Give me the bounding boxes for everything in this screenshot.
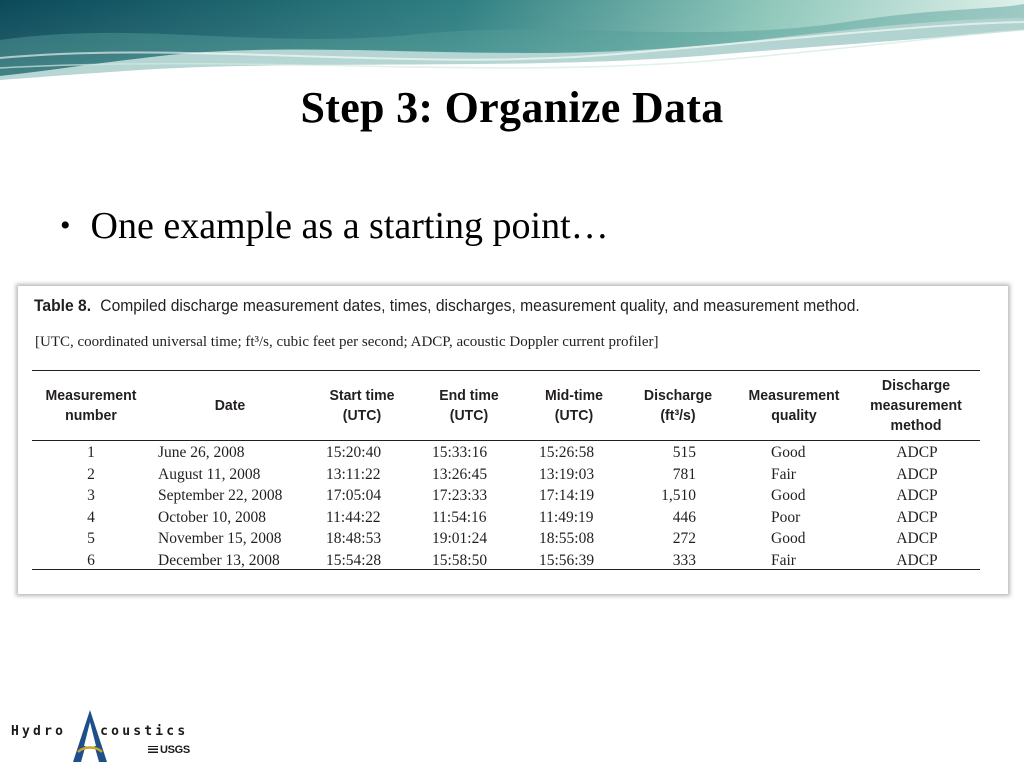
cell-discharge: 446 <box>672 508 696 526</box>
cell-end-time: 15:33:16 <box>432 444 488 461</box>
cell-mid-time: 18:55:08 <box>539 530 595 547</box>
table-row <box>18 485 1008 507</box>
cell-mid-time: 15:56:39 <box>539 551 595 569</box>
usgs-mark <box>148 744 190 756</box>
cell-quality: Good <box>771 444 806 461</box>
cell-end-time: 19:01:24 <box>432 530 488 547</box>
cell-mid-time: 15:26:58 <box>539 444 595 461</box>
table-body <box>18 442 1008 571</box>
cell-discharge: 272 <box>672 530 696 547</box>
cell-quality: Good <box>771 530 806 547</box>
cell-date: August 11, 2008 <box>158 465 261 483</box>
table-row <box>18 550 1008 572</box>
cell-date: September 22, 2008 <box>158 487 283 504</box>
header-mid-time: Mid-time (UTC) <box>545 387 603 424</box>
cell-quality: Good <box>771 487 806 504</box>
bullet-text: One example as a starting point… <box>90 205 609 247</box>
cell-method: ADCP <box>896 465 938 483</box>
cell-date: December 13, 2008 <box>158 551 280 569</box>
cell-discharge: 333 <box>672 551 696 569</box>
cell-method: ADCP <box>896 487 938 504</box>
cell-date: November 15, 2008 <box>158 530 282 547</box>
cell-date: October 10, 2008 <box>158 508 267 526</box>
cell-start-time: 15:20:40 <box>326 444 382 461</box>
table-note: [UTC, coordinated universal time; ft³/s, cubic feet per second; ADCP, acoustic Doppler current profiler] <box>35 334 659 350</box>
usgs-text: USGS <box>160 744 190 756</box>
cell-start-time: 18:48:53 <box>326 530 382 547</box>
cell-method: ADCP <box>896 551 938 569</box>
cell-number: 5 <box>87 530 95 547</box>
slide-title: Step 3: Organize Data <box>300 83 724 132</box>
cell-method: ADCP <box>896 530 938 547</box>
header-end-time: End time (UTC) <box>439 387 499 424</box>
cell-start-time: 13:11:22 <box>326 465 381 483</box>
header-discharge: Discharge (ft³/s) <box>643 387 713 424</box>
cell-date: June 26, 2008 <box>158 444 245 461</box>
bullet-item <box>60 204 609 248</box>
table-row <box>18 507 1008 529</box>
table-caption <box>34 296 860 316</box>
cell-discharge: 1,510 <box>661 487 696 504</box>
cell-quality: Fair <box>771 465 796 483</box>
logo-a-mark-icon <box>70 708 110 764</box>
cell-mid-time: 17:14:19 <box>539 487 595 504</box>
table-row <box>18 464 1008 486</box>
header-discharge-method: Discharge measurement method <box>870 377 962 434</box>
cell-quality: Fair <box>771 551 796 569</box>
cell-number: 2 <box>87 465 95 483</box>
logo-left-text: Hydro <box>11 724 67 739</box>
cell-number: 4 <box>87 508 95 526</box>
table-caption-text: Compiled discharge measurement dates, times, discharges, measurement quality, and measurement method. <box>100 296 860 315</box>
cell-start-time: 15:54:28 <box>326 551 382 569</box>
cell-method: ADCP <box>896 444 938 461</box>
cell-end-time: 17:23:33 <box>432 487 488 504</box>
cell-end-time: 13:26:45 <box>432 465 488 483</box>
header-measurement-number: Measurement number <box>45 387 137 424</box>
hydroacoustics-logo <box>8 706 198 764</box>
cell-mid-time: 11:49:19 <box>539 508 594 526</box>
cell-quality: Poor <box>771 508 801 526</box>
table-rule-top <box>32 370 980 371</box>
table-label: Table 8. <box>34 296 92 315</box>
cell-discharge: 515 <box>672 444 696 461</box>
cell-start-time: 11:44:22 <box>326 508 381 526</box>
cell-number: 1 <box>87 444 95 461</box>
bullet-dot-icon: • <box>60 209 71 242</box>
cell-number: 6 <box>87 551 95 569</box>
table-rule-header <box>32 440 980 441</box>
logo-right-text: coustics <box>100 724 189 739</box>
cell-end-time: 11:54:16 <box>432 508 487 526</box>
cell-number: 3 <box>87 487 95 504</box>
cell-discharge: 781 <box>672 465 696 483</box>
usgs-stripes-icon <box>148 746 158 753</box>
table-figure <box>18 286 1008 594</box>
cell-start-time: 17:05:04 <box>326 487 382 504</box>
cell-mid-time: 13:19:03 <box>539 465 595 483</box>
header-measurement-quality: Measurement quality <box>748 387 840 424</box>
header-start-time: Start time (UTC) <box>329 387 395 424</box>
table-row <box>18 442 1008 464</box>
header-date: Date <box>214 397 246 414</box>
table-row <box>18 528 1008 550</box>
cell-end-time: 15:58:50 <box>432 551 488 569</box>
header-banner <box>0 0 1024 80</box>
table-rule-bottom <box>32 569 980 570</box>
cell-method: ADCP <box>896 508 938 526</box>
